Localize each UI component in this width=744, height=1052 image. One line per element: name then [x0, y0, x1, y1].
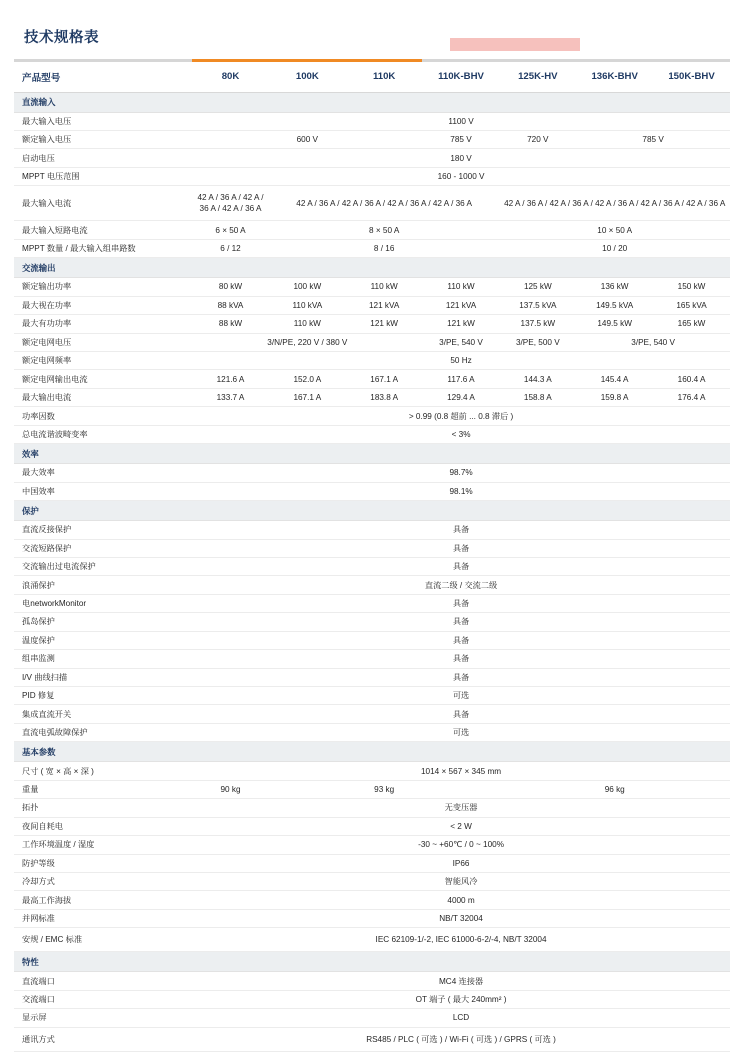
- row-value: 110 kVA: [269, 296, 346, 314]
- table-row: [14, 315, 730, 333]
- rule-segment-grey-left: [14, 59, 192, 62]
- section-header-row: [14, 258, 730, 278]
- row-label: 尺寸 ( 宽 × 高 × 深 ): [14, 762, 192, 780]
- row-value: 42 A / 36 A / 42 A / 36 A / 42 A / 36 A / 42 A / 36 A / 42 A / 36 A: [499, 186, 730, 221]
- row-label: 交流短路保护: [14, 539, 192, 557]
- table-row: [14, 333, 730, 351]
- section-header-row: [14, 952, 730, 972]
- row-value: LCD: [192, 1009, 730, 1027]
- table-row: [14, 872, 730, 890]
- table-row: [14, 464, 730, 482]
- row-value: 110 kW: [346, 278, 423, 296]
- row-value: NB/T 32004: [192, 909, 730, 927]
- row-value: 3/N/PE, 220 V / 380 V: [192, 333, 422, 351]
- row-value: 121 kVA: [346, 296, 423, 314]
- table-row: [14, 112, 730, 130]
- row-value: -30 ~ +60℃ / 0 ~ 100%: [192, 836, 730, 854]
- table-row: [14, 631, 730, 649]
- column-header-136k-bhv: 136K-BHV: [576, 62, 653, 93]
- row-value: 3/PE, 500 V: [499, 333, 576, 351]
- row-value: 133.7 A: [192, 388, 269, 406]
- row-value: 可选: [192, 687, 730, 705]
- table-header-row: [14, 62, 730, 93]
- row-label: 最大输入电压: [14, 112, 192, 130]
- row-value: 无变压器: [192, 799, 730, 817]
- row-value: 1014 × 567 × 345 mm: [192, 762, 730, 780]
- table-row: [14, 167, 730, 185]
- table-row: [14, 909, 730, 927]
- table-row: [14, 388, 730, 406]
- row-value: 121 kVA: [423, 296, 500, 314]
- row-value: OT 端子 ( 最大 240mm² ): [192, 990, 730, 1008]
- table-row: [14, 891, 730, 909]
- row-label: 启动电压: [14, 149, 192, 167]
- row-value: 具备: [192, 613, 730, 631]
- section-title: 直流输入: [14, 92, 730, 112]
- row-value: < 3%: [192, 425, 730, 443]
- row-value: < 2 W: [192, 817, 730, 835]
- table-row: [14, 854, 730, 872]
- row-value: 100 kW: [269, 278, 346, 296]
- table-row: [14, 425, 730, 443]
- section-title: 交流输出: [14, 258, 730, 278]
- row-value: 176.4 A: [653, 388, 730, 406]
- row-value: 3/PE, 540 V: [423, 333, 500, 351]
- section-header-row: [14, 444, 730, 464]
- column-header-110k: 110K: [346, 62, 423, 93]
- redacted-logo-block: [450, 38, 580, 51]
- row-value: 720 V: [499, 130, 576, 148]
- specification-table: [14, 62, 730, 1052]
- table-row: [14, 723, 730, 741]
- row-label: 显示屏: [14, 1009, 192, 1027]
- section-header-row: [14, 92, 730, 112]
- table-row: [14, 762, 730, 780]
- table-top-rule: [14, 59, 730, 62]
- row-label: 通讯方式: [14, 1027, 192, 1051]
- table-row: [14, 149, 730, 167]
- row-value: 121 kW: [423, 315, 500, 333]
- row-value: 600 V: [192, 130, 422, 148]
- table-row: [14, 521, 730, 539]
- row-value: 121.6 A: [192, 370, 269, 388]
- row-value: 具备: [192, 557, 730, 575]
- row-value: 88 kVA: [192, 296, 269, 314]
- row-value: > 0.99 (0.8 超前 ... 0.8 滞后 ): [192, 407, 730, 425]
- table-row: [14, 705, 730, 723]
- row-value: 1100 V: [192, 112, 730, 130]
- row-label: 交流输出过电流保护: [14, 557, 192, 575]
- section-title: 基本参数: [14, 742, 730, 762]
- row-value: 110 kW: [423, 278, 500, 296]
- row-label: 并网标准: [14, 909, 192, 927]
- row-label: 额定电网输出电流: [14, 370, 192, 388]
- row-value: 137.5 kW: [499, 315, 576, 333]
- row-value: 150 kW: [653, 278, 730, 296]
- row-label: 孤岛保护: [14, 613, 192, 631]
- row-value: 90 kg: [192, 780, 269, 798]
- row-value: 96 kg: [499, 780, 730, 798]
- row-value: 149.5 kVA: [576, 296, 653, 314]
- row-value: 165 kW: [653, 315, 730, 333]
- row-value: 110 kW: [269, 315, 346, 333]
- row-label: 最高工作海拔: [14, 891, 192, 909]
- row-value: IEC 62109-1/-2, IEC 61000-6-2/-4, NB/T 32004: [192, 928, 730, 952]
- section-header-row: [14, 501, 730, 521]
- row-label: 直流端口: [14, 972, 192, 990]
- column-header-100k: 100K: [269, 62, 346, 93]
- row-value: 4000 m: [192, 891, 730, 909]
- row-value: 785 V: [423, 130, 500, 148]
- row-label: 额定电网电压: [14, 333, 192, 351]
- table-row: [14, 352, 730, 370]
- row-value: 137.5 kVA: [499, 296, 576, 314]
- row-value: 42 A / 36 A / 42 A / 36 A / 42 A / 36 A: [192, 186, 269, 221]
- row-label: 组串监测: [14, 650, 192, 668]
- row-value: 144.3 A: [499, 370, 576, 388]
- row-label: 额定输入电压: [14, 130, 192, 148]
- row-label: 最大输出电流: [14, 388, 192, 406]
- section-title: 保护: [14, 501, 730, 521]
- rule-segment-grey-right: [422, 59, 730, 62]
- row-label: 最大视在功率: [14, 296, 192, 314]
- table-row: [14, 836, 730, 854]
- row-label: 总电流谐波畸变率: [14, 425, 192, 443]
- table-row: [14, 1009, 730, 1027]
- row-value: 6 / 12: [192, 239, 269, 257]
- row-value: 160.4 A: [653, 370, 730, 388]
- column-header-110k-bhv: 110K-BHV: [423, 62, 500, 93]
- table-row: [14, 928, 730, 952]
- row-label: 最大输入短路电流: [14, 221, 192, 239]
- table-row: [14, 687, 730, 705]
- row-value: 42 A / 36 A / 42 A / 36 A / 42 A / 36 A / 42 A / 36 A: [269, 186, 499, 221]
- row-value: 117.6 A: [423, 370, 500, 388]
- row-value: 具备: [192, 521, 730, 539]
- table-row: [14, 539, 730, 557]
- row-value: 50 Hz: [192, 352, 730, 370]
- row-value: 149.5 kW: [576, 315, 653, 333]
- row-label: PID 修复: [14, 687, 192, 705]
- table-row: [14, 221, 730, 239]
- row-label: 额定输出功率: [14, 278, 192, 296]
- table-head: [14, 62, 730, 93]
- row-label: MPPT 数量 / 最大输入组串路数: [14, 239, 192, 257]
- table-row: [14, 668, 730, 686]
- row-value: 具备: [192, 650, 730, 668]
- row-label: 最大有功功率: [14, 315, 192, 333]
- row-value: 10 / 20: [499, 239, 730, 257]
- row-label: 安规 / EMC 标准: [14, 928, 192, 952]
- table-row: [14, 613, 730, 631]
- table-row: [14, 990, 730, 1008]
- row-value: 88 kW: [192, 315, 269, 333]
- row-value: 129.4 A: [423, 388, 500, 406]
- row-value: 158.8 A: [499, 388, 576, 406]
- column-header-80k: 80K: [192, 62, 269, 93]
- row-value: 167.1 A: [269, 388, 346, 406]
- row-value: 6 × 50 A: [192, 221, 269, 239]
- row-label: 额定电网频率: [14, 352, 192, 370]
- row-value: 180 V: [192, 149, 730, 167]
- column-header-150k-bhv: 150K-BHV: [653, 62, 730, 93]
- row-value: 具备: [192, 539, 730, 557]
- row-value: 具备: [192, 594, 730, 612]
- row-value: 8 × 50 A: [269, 221, 499, 239]
- table-row: [14, 576, 730, 594]
- row-value: 785 V: [576, 130, 730, 148]
- row-value: 183.8 A: [346, 388, 423, 406]
- table-row: [14, 407, 730, 425]
- table-row: [14, 239, 730, 257]
- section-title: 效率: [14, 444, 730, 464]
- row-value: 93 kg: [269, 780, 499, 798]
- row-value: 10 × 50 A: [499, 221, 730, 239]
- row-value: 80 kW: [192, 278, 269, 296]
- row-value: IP66: [192, 854, 730, 872]
- rule-segment-orange: [192, 59, 422, 62]
- table-row: [14, 799, 730, 817]
- column-header-125k-hv: 125K-HV: [499, 62, 576, 93]
- row-value: 3/PE, 540 V: [576, 333, 730, 351]
- row-value: 具备: [192, 668, 730, 686]
- row-value: 98.1%: [192, 482, 730, 500]
- row-value: 159.8 A: [576, 388, 653, 406]
- row-value: 165 kVA: [653, 296, 730, 314]
- row-label: 冷却方式: [14, 872, 192, 890]
- row-value: 167.1 A: [346, 370, 423, 388]
- row-value: 98.7%: [192, 464, 730, 482]
- row-value: 136 kW: [576, 278, 653, 296]
- table-row: [14, 370, 730, 388]
- row-label: 浪涌保护: [14, 576, 192, 594]
- row-value: MC4 连接器: [192, 972, 730, 990]
- table-row: [14, 557, 730, 575]
- table-row: [14, 972, 730, 990]
- row-value: 具备: [192, 631, 730, 649]
- row-value: 直流二级 / 交流二级: [192, 576, 730, 594]
- row-label: 重量: [14, 780, 192, 798]
- row-label: 夜间自耗电: [14, 817, 192, 835]
- row-value: 智能风冷: [192, 872, 730, 890]
- table-row: [14, 594, 730, 612]
- row-label: 温度保护: [14, 631, 192, 649]
- section-title: 特性: [14, 952, 730, 972]
- row-value: 145.4 A: [576, 370, 653, 388]
- row-label: MPPT 电压范围: [14, 167, 192, 185]
- row-label: 直流电弧故障保护: [14, 723, 192, 741]
- row-label: 功率因数: [14, 407, 192, 425]
- table-row: [14, 186, 730, 221]
- row-value: 121 kW: [346, 315, 423, 333]
- row-value: 具备: [192, 705, 730, 723]
- row-label: I/V 曲线扫描: [14, 668, 192, 686]
- row-label: 电networkMonitor: [14, 594, 192, 612]
- row-label: 中国效率: [14, 482, 192, 500]
- row-value: 152.0 A: [269, 370, 346, 388]
- column-header-model: 产品型号: [14, 62, 192, 93]
- row-label: 工作环境温度 / 湿度: [14, 836, 192, 854]
- row-label: 集成直流开关: [14, 705, 192, 723]
- title-row: [14, 26, 730, 59]
- row-label: 最大输入电流: [14, 186, 192, 221]
- table-body: [14, 92, 730, 1051]
- row-value: 可选: [192, 723, 730, 741]
- row-value: RS485 / PLC ( 可选 ) / Wi-Fi ( 可选 ) / GPRS ( 可选 ): [192, 1027, 730, 1051]
- section-header-row: [14, 742, 730, 762]
- page-title: 技术规格表: [24, 30, 99, 46]
- row-value: 8 / 16: [269, 239, 499, 257]
- table-row: [14, 650, 730, 668]
- row-label: 交流端口: [14, 990, 192, 1008]
- table-row: [14, 130, 730, 148]
- row-label: 防护等级: [14, 854, 192, 872]
- table-row: [14, 817, 730, 835]
- row-label: 直流反接保护: [14, 521, 192, 539]
- table-row: [14, 296, 730, 314]
- table-row: [14, 1027, 730, 1051]
- row-value: 125 kW: [499, 278, 576, 296]
- row-label: 最大效率: [14, 464, 192, 482]
- table-row: [14, 780, 730, 798]
- table-row: [14, 482, 730, 500]
- row-label: 拓扑: [14, 799, 192, 817]
- row-value: 160 - 1000 V: [192, 167, 730, 185]
- table-row: [14, 278, 730, 296]
